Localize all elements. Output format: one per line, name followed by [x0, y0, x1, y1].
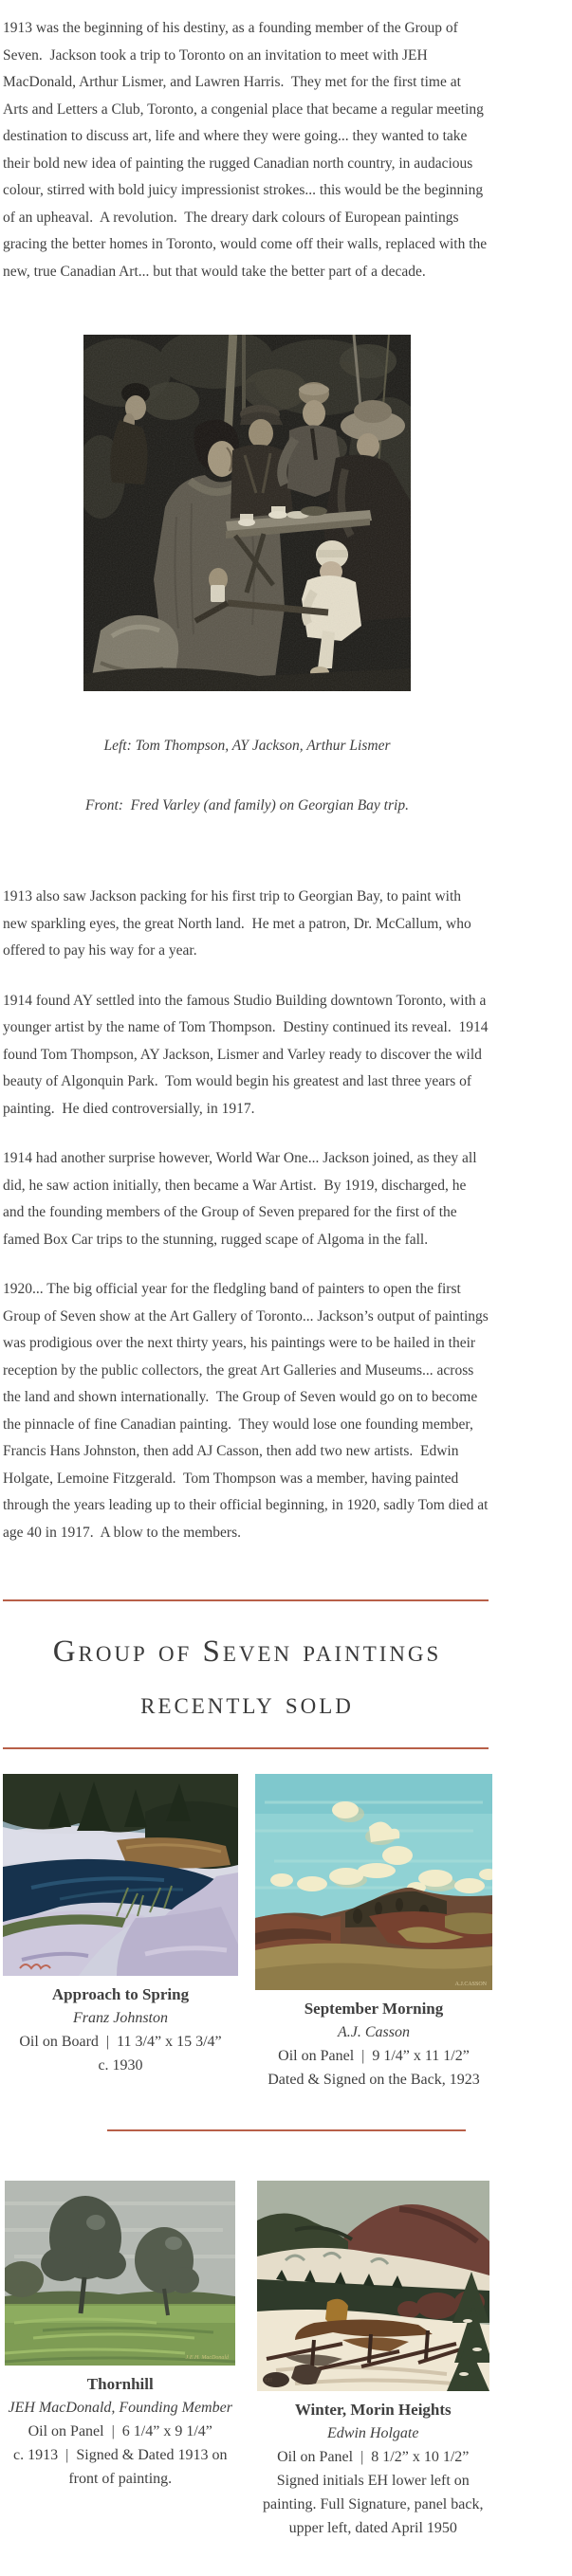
painting-title: September Morning	[304, 2000, 444, 2018]
listing-thornhill[interactable]	[3, 2181, 238, 2491]
painting-note: Signed initials EH lower left on painting. Full Signature, panel back, upper left, dated April 1950	[263, 2473, 488, 2536]
divider-top	[3, 1599, 489, 1601]
paragraph-1914-studio: 1914 found AY settled into the famous Studio Building downtown Toronto, with a younger artist by the name of Tom Thompson. Destiny continued its reveal. 1914 found Tom Thompson, AY Jackson, Lismer and Varley ready to discover the wild beauty of Algonquin Park. Tom would begin his greatest and last three years of painting. He died controversially, in 1917.	[3, 992, 492, 1117]
gallery-row-2	[3, 2181, 491, 2540]
listing-caption	[255, 2398, 492, 2540]
painting-september-morning[interactable]	[255, 1774, 492, 1990]
painting-medium: Oil on Panel | 9 1/4” x 11 1/2”	[278, 2048, 470, 2064]
section-heading	[3, 1626, 491, 1730]
listing-winter-morin-heights[interactable]	[255, 2181, 492, 2540]
painting-medium: Oil on Panel | 6 1/4” x 9 1/4”	[28, 2423, 212, 2439]
divider-heading-bottom	[3, 1747, 489, 1749]
painting-winter-morin-heights[interactable]	[257, 2181, 489, 2391]
painting-artist: Franz Johnston	[73, 2010, 168, 2026]
painting-note: c. 1913 | Signed & Dated 1913 on front of painting.	[13, 2447, 231, 2487]
section-heading-line2: recently sold	[140, 1687, 354, 1721]
paragraph-1913-destiny: 1913 was the beginning of his destiny, as a founding member of the Group of Seven. Jackson took a trip to Toronto on an invitation to meet with JEH MacDonald, Arthur Lismer, and Lawren Harris. They met for the first time at Arts and Letters a Club, Toronto, a congenial place that became a regular meeting destination to discuss art, life and where they were going... they wanted to take their bold new idea of painting the rugged Canadian north country, in audacious colour, stirred with bold juicy impressionist strokes... this would be the beginning of an upheaval. A revolution. The dreary dark colours of European paintings gracing the better homes in Toronto, would come off their walls, replaced with the new, true Canadian Art... but that would take the better part of a decade.	[3, 20, 491, 280]
painting-title: Winter, Morin Heights	[294, 2401, 452, 2419]
painting-medium: Oil on Board | 11 3/4” x 15 3/4”	[19, 2034, 222, 2050]
paragraph-1914-war: 1914 had another surprise however, World War One... Jackson joined, as they all did, he saw action initially, then became a War Artist. By 1919, discharged, he and the founding members of the Group of Seven prepared for the first of the famed Box Car trips to the stunning, rugged scape of Algoma in the fall.	[3, 1150, 481, 1248]
artist-signature: EH	[264, 2378, 272, 2384]
painting-title: Approach to Spring	[51, 1985, 190, 2003]
photo-caption-line2: Front: Fred Varley (and family) on Georgian Bay trip.	[85, 797, 409, 813]
listing-caption	[3, 2372, 238, 2491]
painting-title: Thornhill	[86, 2375, 154, 2393]
georgian-bay-group-photo	[83, 335, 411, 691]
listing-caption	[3, 1982, 238, 2077]
artist-signature: A.J.CASSON	[454, 1982, 487, 1987]
gallery-row-1	[3, 1774, 491, 2092]
photo-caption	[3, 696, 491, 855]
painting-artist: Edwin Holgate	[327, 2425, 419, 2441]
painting-approach-to-spring[interactable]	[3, 1774, 238, 1976]
photo-caption-line1: Left: Tom Thompson, AY Jackson, Arthur Lismer	[103, 738, 391, 754]
georgian-bay-photo-figure	[3, 335, 491, 855]
listing-approach-to-spring[interactable]	[3, 1774, 238, 2077]
artist-signature: J.E.H. MacDonald	[185, 2355, 230, 2361]
listing-caption	[255, 1997, 492, 2092]
painting-note: Dated & Signed on the Back, 1923	[268, 2072, 480, 2088]
painting-thornhill[interactable]	[5, 2181, 235, 2366]
painting-medium: Oil on Panel | 8 1/2” x 10 1/2”	[277, 2449, 470, 2465]
divider-middle	[107, 2129, 466, 2131]
section-heading-line1: Group of Seven paintings	[52, 1635, 442, 1669]
painting-artist: JEH MacDonald, Founding Member	[8, 2400, 232, 2416]
listing-september-morning[interactable]	[255, 1774, 492, 2092]
paragraph-1920-show: 1920... The big official year for the fledgling band of painters to open the first Group of Seven show at the Art Gallery of Toronto... Jackson’s output of paintings was prodigious over the next thirty years, his paintings were to be hailed in their reception by the public collectors, the great Art Galleries and Museums... across the land and shown internationally. The Group of Seven would go on to become the pinnacle of fine Canadian painting. They would lose one founding member, Francis Hans Johnston, then add AJ Casson, then add two new artists. Edwin Holgate, Lemoine Fitzgerald. Tom Thompson was a member, having painted through the years leading up to their official beginning, in 1920, sadly Tom died at age 40 in 1917. A blow to the members.	[3, 1281, 492, 1541]
painting-note: c. 1930	[98, 2057, 143, 2074]
painting-artist: A.J. Casson	[338, 2024, 410, 2040]
paragraph-1913-georgian-bay: 1913 also saw Jackson packing for his first trip to Georgian Bay, to paint with new sparkling eyes, the great North land. He met a patron, Dr. McCallum, who offered to pay his way for a year.	[3, 888, 475, 959]
